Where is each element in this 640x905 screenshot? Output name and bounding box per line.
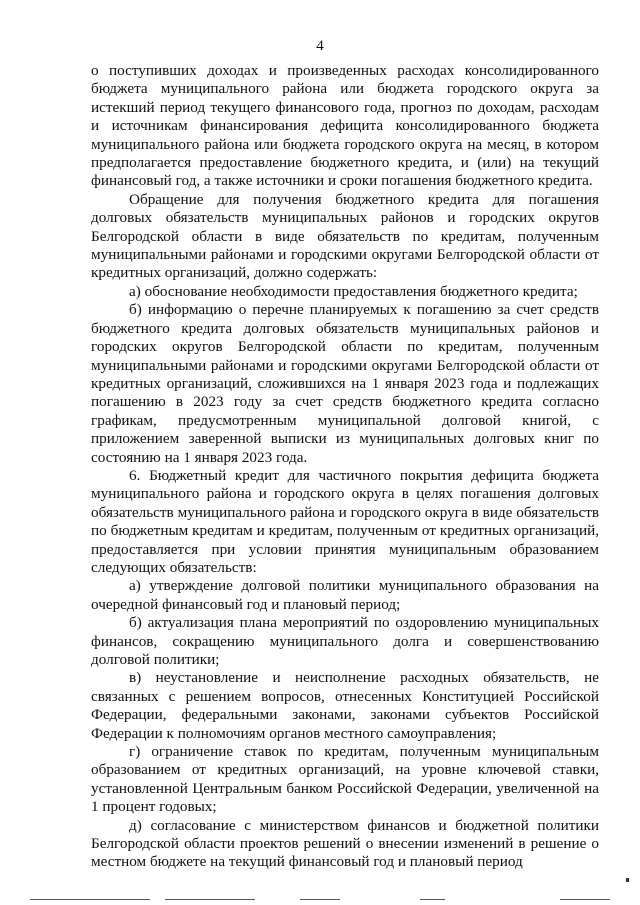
list-item-a-debt-policy: а) утверждение долговой политики муниципального образования на очередной финансовый год и плановый период;: [91, 577, 599, 613]
scan-artifact-line: [300, 899, 340, 900]
scan-artifact-line: [30, 899, 150, 900]
document-body: [91, 62, 599, 872]
list-item-b-plan-update: б) актуализация плана мероприятий по оздоровлению муниципальных финансов, сокращению муниципального долга и совершенствованию долговой политики;: [91, 614, 599, 668]
scan-artifact-dot: [626, 878, 629, 882]
list-item-d-approval: д) согласование с министерством финансов и бюджетной политики Белгородской области проектов решений о внесении изменений в решение о местном бюджете на текущий финансовый год и плановый период: [91, 816, 599, 871]
paragraph-section-6: 6. Бюджетный кредит для частичного покрытия дефицита бюджета муниципального района и городского округа в целях погашения долговых обязательств муниципального района и городского округа в виде обязательств по бюджетным кредитам и кредитам, полученным от кредитных организаций, предоставляется при условии принятия муниципальным образованием следующих обязательств:: [91, 466, 599, 576]
scan-artifact-line: [560, 899, 610, 900]
page-number: 4: [316, 38, 324, 54]
list-item-b-debt-info: б) информацию о перечне планируемых к погашению за счет средств бюджетного кредита долговых обязательств муниципальных районов и городских округов Белгородской области по кредитам, полученным муниципальными районами и городскими округами Белгородской области от кредитных организаций, сложившихся на 1 января 2023 года и подлежащих погашению в 2023 году за счет средств бюджетного кредита согласно графикам, предусмотренным муниципальной долговой книгой, с приложением заверенной выписки из муниципальных долговых книг по состоянию на 1 января 2023 года.: [91, 301, 599, 466]
paragraph-appeal-requirements: Обращение для получения бюджетного кредита для погашения долговых обязательств муниципальных районов и городских округов Белгородской области в виде обязательств по кредитам, полученным муниципальными районами и городскими округами Белгородской области от кредитных организаций, должно содержать:: [91, 190, 599, 282]
list-item-a-justification: а) обоснование необходимости предоставления бюджетного кредита;: [129, 282, 578, 300]
paragraph-income-report: о поступивших доходах и произведенных расходах консолидированного бюджета муниципального района или бюджета городского округа за истекший период текущего финансового года, прогноз по доходам, расходам и источникам финансирования дефицита консолидированного бюджета муниципального района или бюджета городского округа на месяц, в котором предполагается предоставление бюджетного кредита, и (или) на текущий финансовый год, а также источники и сроки погашения бюджетного кредита.: [91, 62, 599, 190]
scan-artifact-line: [420, 899, 445, 900]
list-item-g-rate-limit: г) ограничение ставок по кредитам, полученным муниципальным образованием от кредитных организаций, на уровне ключевой ставки, установленной Центральным банком Российской Федерации, увеличенной на 1 процент годовых;: [91, 743, 599, 816]
list-item-v-obligations: в) неустановление и неисполнение расходных обязательств, не связанных с решением вопросов, отнесенных Конституцией Российской Федерации, федеральными законами, законами субъектов Российской Федерации к полномочиям органов местного самоуправления;: [91, 669, 599, 742]
scan-artifact-line: [165, 899, 255, 900]
